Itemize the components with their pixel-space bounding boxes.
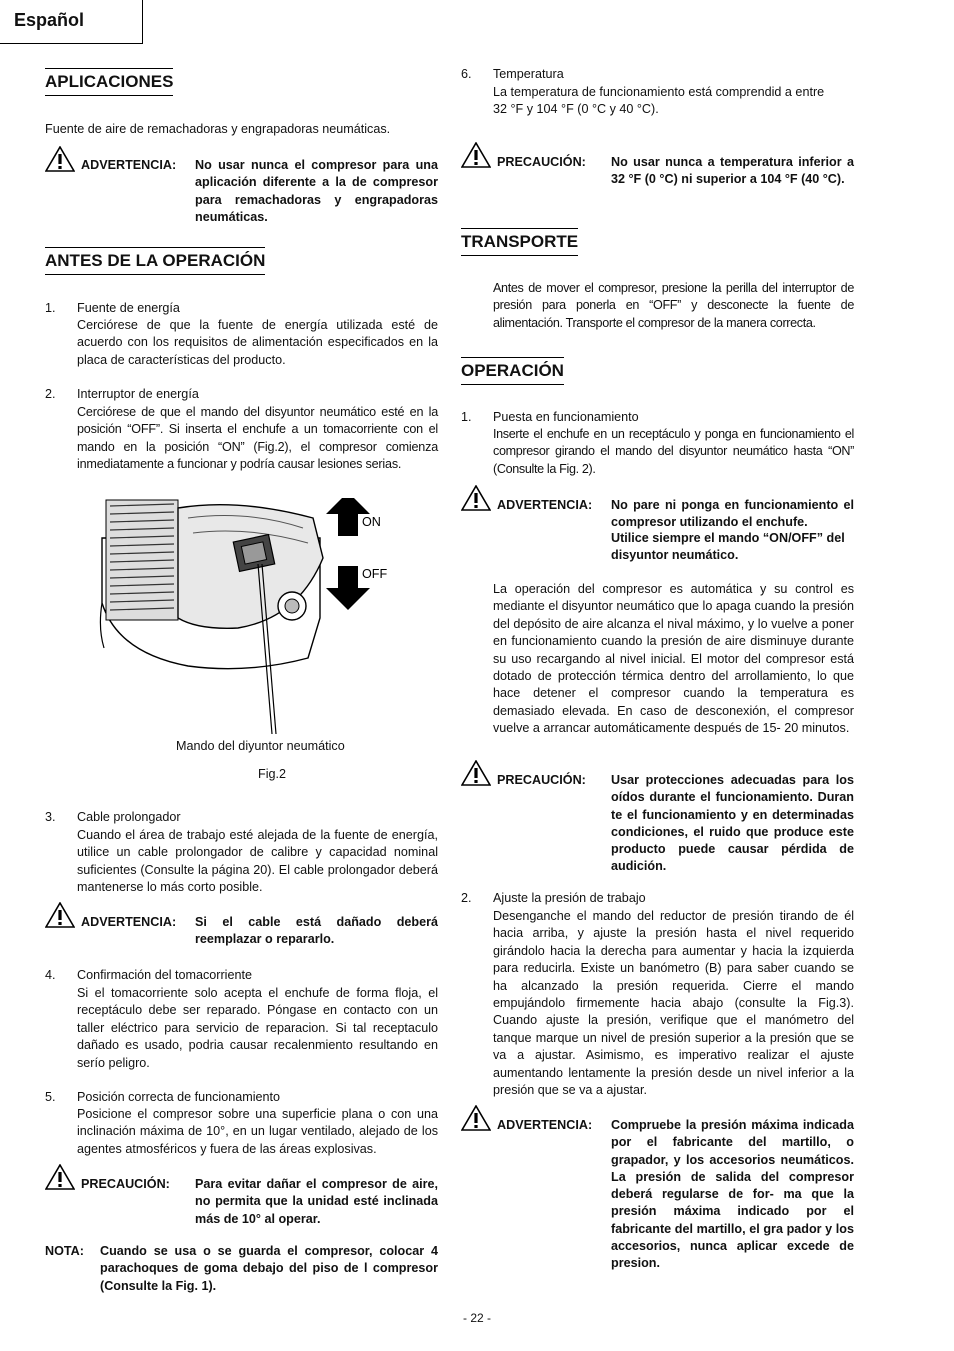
item-title: Interruptor de energía: [77, 387, 199, 401]
warning-icon: [461, 485, 491, 511]
caution-label: PRECAUCIÓN:: [497, 773, 586, 787]
item-title: Cable prolongador: [77, 810, 181, 824]
item-number: 2.: [45, 387, 56, 401]
warning-label: ADVERTENCIA:: [497, 1118, 593, 1132]
warning-text: Si el cable está dañado deberá reemplazar o repararlo.: [195, 915, 438, 947]
item-title: Temperatura: [493, 67, 564, 81]
caution-text: No usar nunca a temperatura inferior a 32 °F (0 °C) ni superior a 104 °F (40 °C).: [611, 155, 854, 187]
item-number: 4.: [45, 968, 56, 982]
on-label: ON: [362, 515, 381, 529]
note-label: NOTA:: [45, 1244, 84, 1258]
item-number: 3.: [45, 810, 56, 824]
item-number: 2.: [461, 891, 472, 905]
figure-caption: Mando del diyuntor neumático: [176, 739, 345, 753]
item-title: Posición correcta de funcionamiento: [77, 1090, 281, 1104]
warning-label: ADVERTENCIA:: [81, 915, 177, 929]
item-title: Fuente de energía: [77, 301, 180, 315]
operation-text: La operación del compresor es automática y su control es mediante el disyuntor neumático que lo apaga cuando la presión del depósito de aire alcanza el nival máximo, y lo vuelve a poner en funcionamiento cuando la presión de aire disminuye durante su uso recargando al nivel inicial. El motor del compresor está dotado de protección térmica dentro del arrollamiento, lo que hace detener el compresor cuando la temperatura es demasiado elevada. En caso de desconexión, el compresor vuelve a arrancar automáticamente después de 15- 20 minutos.: [493, 582, 854, 736]
compressor-figure: [98, 498, 408, 736]
language-label: Español: [14, 10, 85, 30]
item-number: 6.: [461, 67, 472, 81]
figure-label: Fig.2: [258, 767, 286, 781]
caution-label: PRECAUCIÓN:: [81, 1177, 170, 1191]
caution-text: Usar protecciones adecuadas para los oídos durante el funcionamiento. Duran te el funcionamiento y en determinadas condiciones, el ruido que produce este producto puede causar pérdida de audición.: [611, 773, 854, 874]
warning-label: ADVERTENCIA:: [497, 498, 593, 512]
heading-operacion: OPERACIÓN: [461, 357, 564, 385]
item-text: La temperatura de funcionamiento está comprendid a entre 32 °F y 104 °F (0 °C y 40 °C).: [493, 85, 825, 117]
item-text: Posicione el compresor sobre una superficie plana o con una inclinación máxima de 10°, en un lugar ventilado, alejado de los agentes atmosféricos y fuera de las áreas explosivas.: [77, 1107, 438, 1156]
item-text: Desenganche el mando del reductor de presión tirando de él hacia arriba, y ajuste la presión hasta el nivel requerido girándolo hacia la derecha para aumentar y hacia la izquierda para reducirla. Existe un banómetro (B) para saber cuando se ha alcanzado la presión requerida. Cierre el mando empujándolo firmemente hacia abajo (consulte la Fig.3). Cuando ajuste la presión, verifique que el manómetro del tanque marque un nivel de presión superior a la presión que se va a ajustar. Asimismo, es imperativo realizar el ajuste aumentando lentamente la presión desde un nivel inferior a la presión que se va a ajustar.: [493, 909, 854, 1098]
caution-text: Para evitar dañar el compresor de aire, no permita que la unidad esté inclinada más de 10° al operar.: [195, 1177, 438, 1226]
note-text: Cuando se usa o se guarda el compresor, colocar 4 parachoques de goma debajo del piso de l compresor (Consulte la Fig. 1).: [100, 1244, 438, 1293]
warning-label: ADVERTENCIA:: [81, 158, 177, 172]
item-number: 5.: [45, 1090, 56, 1104]
item-number: 1.: [45, 301, 56, 315]
heading-antes-operacion: ANTES DE LA OPERACIÓN: [45, 247, 265, 275]
item-text: Inserte el enchufe en un receptáculo y ponga en funcionamiento el compresor girando el mando del disyuntor neumático hasta “ON” (Consulte la Fig. 2).: [493, 427, 854, 476]
warning-text: No usar nunca el compresor para una aplicación diferente a la de compresor para remachadoras y engrapadoras neumáticas.: [195, 158, 438, 224]
language-tab: [0, 0, 143, 44]
warning-icon: [45, 146, 75, 172]
heading-aplicaciones: APLICACIONES: [45, 68, 173, 96]
item-title: Confirmación del tomacorriente: [77, 968, 252, 982]
caution-icon: [45, 1164, 75, 1190]
item-title: Puesta en funcionamiento: [493, 410, 639, 424]
item-title: Ajuste la presión de trabajo: [493, 891, 646, 905]
warning-text: No pare ni ponga en funcionamiento el compresor utilizando el enchufe.: [611, 498, 854, 530]
page-number: - 22 -: [462, 1311, 491, 1325]
item-text: Cerciórese de que el mando del disyuntor neumático esté en la posición “OFF”. Si inserta el enchufe a un tomacorriente con el mando en la posición “ON” (Fig.2), el compresor comienza inmediatamente a funcionar y podría causar lesiones serias.: [77, 405, 438, 472]
caution-label: PRECAUCIÓN:: [497, 155, 586, 169]
warning-icon: [45, 902, 75, 928]
item-text: Si el tomacorriente solo acepta el enchufe de forma floja, el receptáculo debe ser reparado. Póngase en contacto con un taller eléctrico para servicio de reparacion. Si tal receptaculo dañado es usado, podria causar recalenmiento resultando en serío peligro.: [77, 986, 438, 1070]
caution-icon: [461, 142, 491, 168]
item-text: Cerciórese de que la fuente de energía utilizada esté de acuerdo con los requisitos de alimentación especificados en la placa de características del producto.: [77, 318, 438, 367]
warning-icon: [461, 1105, 491, 1131]
transporte-text: Antes de mover el compresor, presione la perilla del interruptor de presión para ponerla en “OFF” y desconecte la fuente de alimentación. Transporte el compresor de la manera correcta.: [493, 281, 854, 330]
warning-text: Utilice siempre el mando “ON/OFF” del disyuntor neumático.: [611, 531, 845, 563]
item-text: Cuando el área de trabajo esté alejada de la fuente de energía, utilice un cable prolongador de calibre y capacidad nominal suficientes (Consulte la página 20). El cable prolongador deberá mantenerse lo más corto posible.: [77, 828, 438, 895]
caution-icon: [461, 760, 491, 786]
off-label: OFF: [362, 567, 388, 581]
heading-transporte: TRANSPORTE: [461, 228, 578, 256]
aplicaciones-text: Fuente de aire de remachadoras y engrapadoras neumáticas.: [45, 122, 391, 136]
item-number: 1.: [461, 410, 472, 424]
warning-text: Compruebe la presión máxima indicada por el fabricante del martillo, o grapador, y los accesorios neumáticos. La presión de salida del compresor deberá regularse de for- ma que la presión máxima indicado por el fabricante del martillo, el gra pador y los accesorios, nunca aplicar excede de presion.: [611, 1118, 854, 1271]
